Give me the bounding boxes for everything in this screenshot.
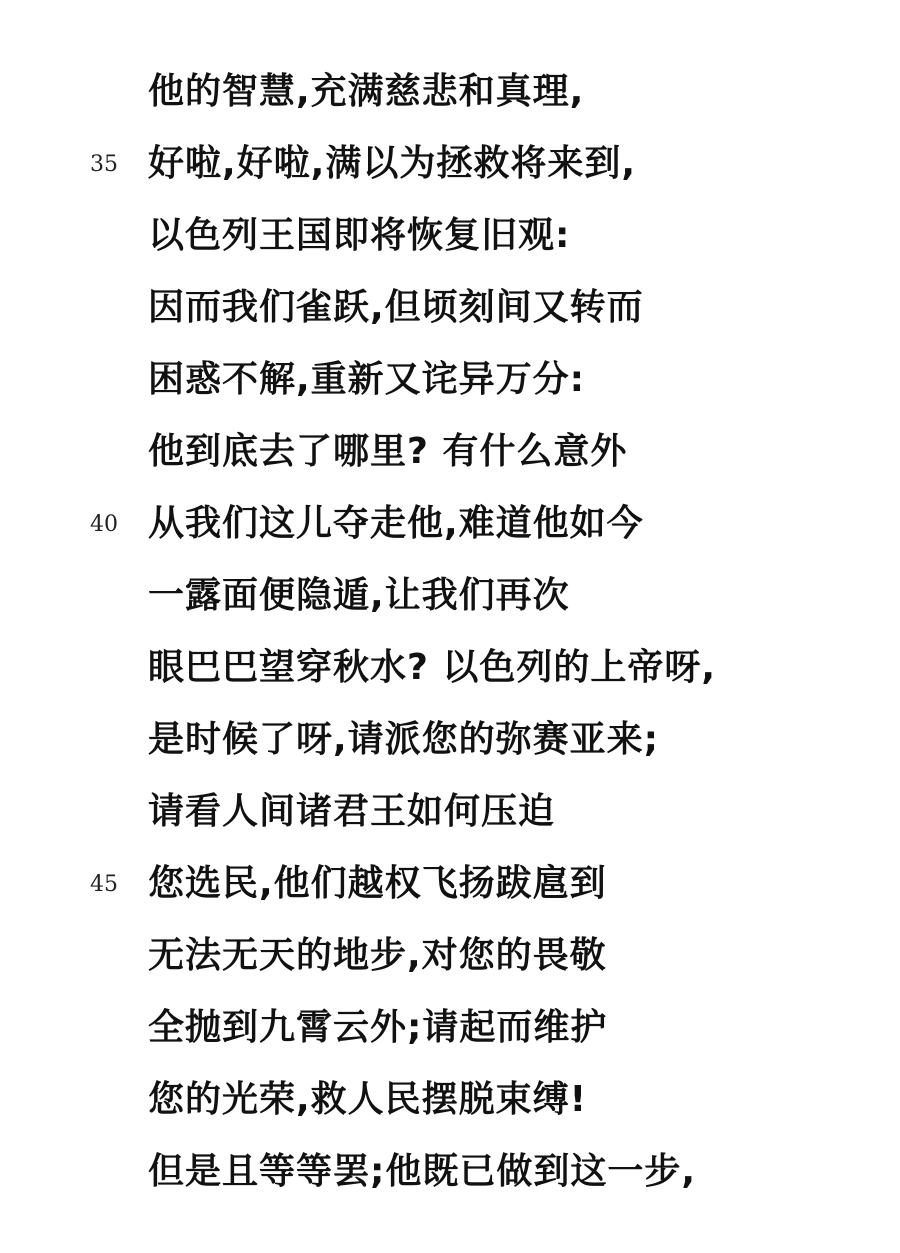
verse-line: [0, 860, 900, 932]
verse-line: [0, 644, 900, 716]
verse-line: [0, 356, 900, 428]
verse-line: [0, 140, 900, 212]
verse-line: [0, 1076, 900, 1148]
line-text: 请看人间诸君王如何压迫: [148, 791, 556, 832]
line-text: 从我们这儿夺走他,难道他如今: [148, 503, 644, 544]
line-text: 以色列王国即将恢复旧观:: [148, 215, 571, 256]
line-text: 他到底去了哪里? 有什么意外: [148, 431, 628, 472]
verse-line: [0, 788, 900, 860]
line-number: 40: [90, 512, 118, 537]
verse-line: [0, 572, 900, 644]
verse-line: [0, 500, 900, 572]
line-text: 您选民,他们越权飞扬跋扈到: [148, 863, 607, 904]
verse-line: [0, 212, 900, 284]
line-text: 一露面便隐遁,让我们再次: [148, 575, 570, 616]
verse-line: [0, 1004, 900, 1076]
line-number: 35: [90, 152, 118, 177]
line-text: 他的智慧,充满慈悲和真理,: [148, 71, 585, 112]
verse-line: [0, 1148, 900, 1220]
verse-line: [0, 932, 900, 1004]
line-text: 困惑不解,重新又诧异万分:: [148, 359, 586, 400]
line-number: 45: [90, 872, 118, 897]
line-text: 眼巴巴望穿秋水? 以色列的上帝呀,: [148, 647, 717, 688]
verse-line: [0, 68, 900, 140]
line-text: 但是且等等罢;他既已做到这一步,: [148, 1151, 697, 1192]
line-text: 是时候了呀,请派您的弥赛亚来;: [148, 719, 660, 760]
line-text: 您的光荣,救人民摆脱束缚!: [148, 1079, 588, 1120]
line-text: 全抛到九霄云外;请起而维护: [148, 1007, 608, 1048]
line-text: 好啦,好啦,满以为拯救将来到,: [148, 143, 637, 184]
verse-line: [0, 716, 900, 788]
verse-line: [0, 428, 900, 500]
line-text: 无法无天的地步,对您的畏敬: [148, 935, 607, 976]
line-text: 因而我们雀跃,但顷刻间又转而: [148, 287, 644, 328]
verse-line: [0, 284, 900, 356]
